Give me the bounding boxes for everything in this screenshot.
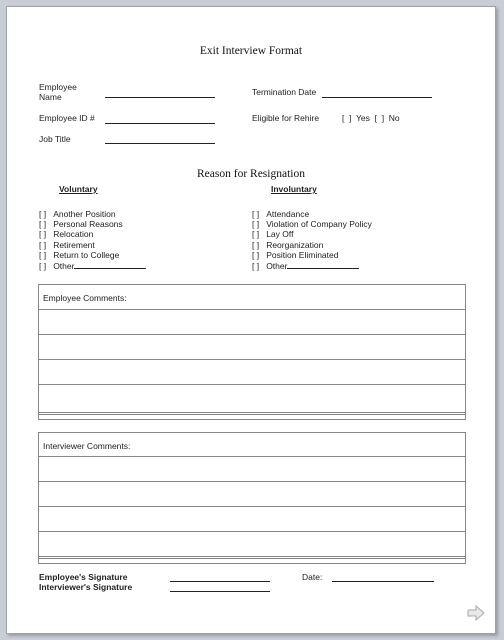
checkbox[interactable]: [ ] bbox=[39, 261, 47, 272]
next-page-arrow-icon[interactable] bbox=[466, 604, 486, 622]
checkbox[interactable]: [ ] bbox=[39, 209, 47, 219]
involuntary-list bbox=[252, 209, 372, 271]
date-label: Date: bbox=[302, 572, 323, 582]
comment-line bbox=[39, 384, 465, 385]
involuntary-option[interactable]: [ ] Other bbox=[252, 260, 372, 271]
checkbox[interactable]: [ ] bbox=[252, 219, 260, 230]
checkbox[interactable]: [ ] bbox=[252, 261, 260, 272]
employee-id-line[interactable] bbox=[105, 123, 215, 124]
comment-line bbox=[39, 456, 465, 457]
checkbox[interactable]: [ ] bbox=[252, 239, 260, 250]
involuntary-other-line[interactable] bbox=[287, 260, 359, 269]
employee-id-label: Employee ID # bbox=[39, 113, 95, 123]
voluntary-list bbox=[39, 209, 146, 271]
involuntary-option[interactable]: [ ] Violation of Company Policy bbox=[252, 219, 372, 230]
employee-signature-line[interactable] bbox=[170, 581, 270, 582]
form-title: Exit Interview Format bbox=[199, 45, 303, 57]
checkbox[interactable]: [ ] bbox=[39, 229, 47, 240]
comment-line bbox=[39, 334, 465, 335]
interviewer-signature-line[interactable] bbox=[170, 591, 270, 592]
interviewer-signature-label: Interviewer's Signature bbox=[39, 582, 133, 592]
termination-date-label: Termination Date bbox=[252, 87, 317, 97]
involuntary-option[interactable]: [ ] Attendance bbox=[252, 209, 310, 219]
comment-line bbox=[39, 481, 465, 482]
job-title-line[interactable] bbox=[105, 143, 215, 144]
voluntary-option[interactable]: [ ] Another Position bbox=[39, 209, 116, 219]
interviewer-comments-box[interactable] bbox=[38, 432, 466, 564]
reason-heading: Reason for Resignation bbox=[197, 168, 305, 180]
employee-comments-box[interactable] bbox=[38, 284, 466, 420]
comment-line bbox=[39, 309, 465, 310]
job-title-label: Job Title bbox=[39, 134, 71, 144]
date-line[interactable] bbox=[332, 581, 434, 582]
employee-name-line[interactable] bbox=[105, 97, 215, 98]
checkbox[interactable]: [ ] bbox=[252, 249, 260, 260]
voluntary-heading: Voluntary bbox=[59, 184, 98, 194]
employee-name-label: Employee Name bbox=[39, 82, 77, 102]
document-page bbox=[6, 6, 496, 634]
checkbox[interactable]: [ ] bbox=[252, 229, 260, 240]
employee-comments-label: Employee Comments: bbox=[43, 293, 127, 303]
comment-line bbox=[39, 531, 465, 532]
checkbox[interactable]: [ ] bbox=[252, 209, 260, 219]
involuntary-option[interactable]: [ ] Lay Off bbox=[252, 229, 294, 240]
voluntary-option[interactable]: [ ] Personal Reasons bbox=[39, 219, 123, 230]
involuntary-heading: Involuntary bbox=[271, 184, 317, 194]
rehire-options[interactable]: [ ] Yes [ ] No bbox=[342, 113, 400, 123]
voluntary-other-line[interactable] bbox=[74, 260, 146, 269]
checkbox[interactable]: [ ] bbox=[39, 249, 47, 260]
comment-line bbox=[39, 359, 465, 360]
voluntary-option[interactable]: [ ] Relocation bbox=[39, 229, 94, 240]
comment-line bbox=[39, 556, 465, 559]
involuntary-option[interactable]: [ ] Reorganization bbox=[252, 239, 324, 250]
voluntary-option[interactable]: [ ] Retirement bbox=[39, 239, 95, 250]
employee-signature-label: Employee's Signature bbox=[39, 572, 128, 582]
interviewer-comments-label: Interviewer Comments: bbox=[43, 441, 131, 451]
involuntary-option[interactable]: [ ] Position Eliminated bbox=[252, 249, 339, 260]
eligible-rehire-label: Eligible for Rehire bbox=[252, 113, 320, 123]
voluntary-option[interactable]: [ ] Return to College bbox=[39, 249, 120, 260]
termination-date-line[interactable] bbox=[322, 97, 432, 98]
comment-line bbox=[39, 506, 465, 507]
checkbox[interactable]: [ ] bbox=[39, 239, 47, 250]
checkbox[interactable]: [ ] bbox=[39, 219, 47, 230]
comment-line bbox=[39, 412, 465, 415]
voluntary-option[interactable]: [ ] Other bbox=[39, 260, 146, 271]
